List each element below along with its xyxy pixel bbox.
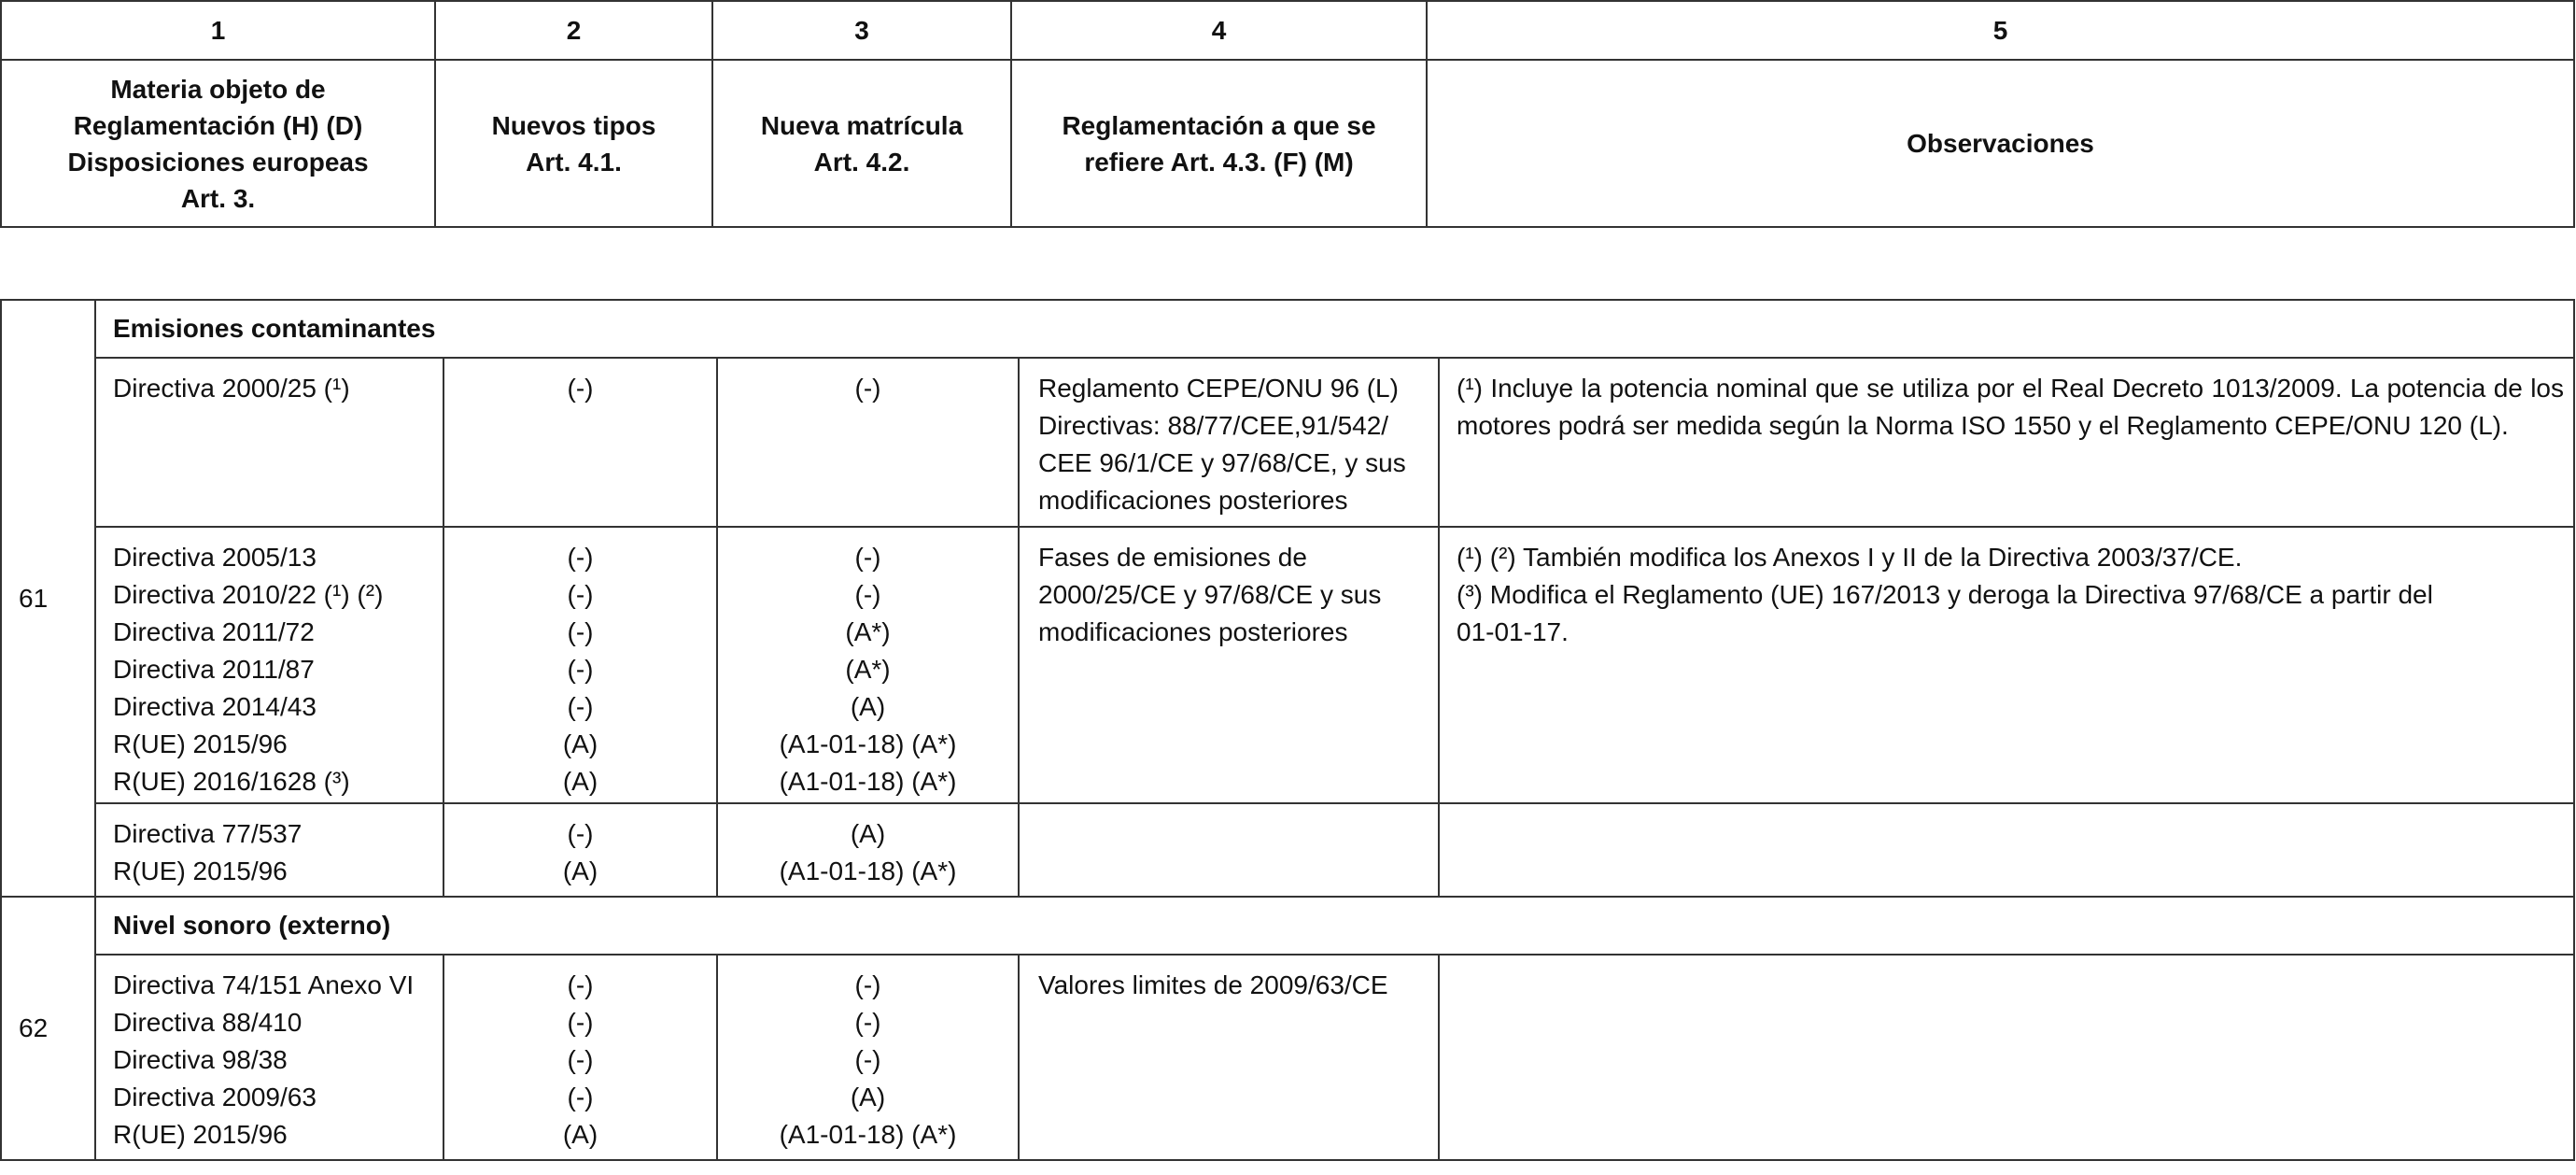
- status-value: (A*): [845, 655, 891, 684]
- status-value: (-): [567, 970, 594, 999]
- observation: (³) Modifica el Reglamento (UE) 167/2013 y deroga la Directiva 97/68/CE a partir del 01-01-17.: [1457, 580, 2433, 646]
- status-value: (-): [567, 819, 594, 848]
- observations-cell: [1439, 803, 2574, 897]
- directive: Directiva 74/151 Anexo VI: [113, 970, 415, 999]
- status-value: (-): [567, 1008, 594, 1037]
- status-value: (A): [562, 729, 598, 758]
- column-header-row: [1, 60, 2574, 227]
- reference-line: Directivas: 88/77/CEE,91/542/: [1038, 411, 1389, 440]
- reference-cell: [1019, 527, 1439, 803]
- new-registration-cell: [717, 803, 1019, 897]
- header-new-registration: [712, 60, 1011, 227]
- column-number: 1: [1, 1, 435, 60]
- header-reference: [1011, 60, 1427, 227]
- directive: Directiva 2005/13: [113, 543, 317, 572]
- directives-cell: [95, 358, 443, 527]
- header-line: Art. 4.1.: [526, 147, 622, 177]
- column-number: 2: [435, 1, 712, 60]
- status-value: (-): [854, 374, 881, 403]
- directive: Directiva 2010/22 (¹) (²): [113, 580, 384, 609]
- status-value: (-): [567, 374, 594, 403]
- header-line: Disposiciones europeas: [67, 147, 369, 177]
- directive: R(UE) 2015/96: [113, 729, 288, 758]
- table-row: [1, 358, 2574, 527]
- new-types-cell: [443, 803, 717, 897]
- section-header-61: [1, 300, 2574, 358]
- status-value: (-): [567, 617, 594, 646]
- column-number: 5: [1427, 1, 2574, 60]
- observations-cell: [1439, 955, 2574, 1160]
- reference-line: Fases de emisiones de: [1038, 543, 1307, 572]
- observations-cell: [1439, 527, 2574, 803]
- status-value: (A1-01-18) (A*): [779, 856, 957, 885]
- status-value: (-): [854, 1008, 881, 1037]
- status-value: (-): [854, 543, 881, 572]
- header-table: [0, 0, 2575, 228]
- status-value: (-): [567, 692, 594, 721]
- reference-line: modificaciones posteriores: [1038, 486, 1348, 515]
- directive: Directiva 2011/72: [113, 617, 315, 646]
- status-value: (A): [562, 856, 598, 885]
- new-registration-cell: [717, 527, 1019, 803]
- new-types-cell: [443, 527, 717, 803]
- column-number-row: [1, 1, 2574, 60]
- status-value: (-): [567, 543, 594, 572]
- section-number: 62: [1, 897, 95, 1160]
- directive: R(UE) 2015/96: [113, 1120, 288, 1149]
- directive: Directiva 2009/63: [113, 1083, 317, 1111]
- column-number: 4: [1011, 1, 1427, 60]
- header-line: Nueva matrícula: [760, 110, 964, 140]
- directives-cell: [95, 527, 443, 803]
- status-value: (-): [567, 655, 594, 684]
- status-value: (A): [562, 1120, 598, 1149]
- header-observations: Observaciones: [1427, 60, 2574, 227]
- status-value: (-): [854, 970, 881, 999]
- status-value: (-): [567, 1083, 594, 1111]
- observation: (¹) Incluye la potencia nominal que se utiliza por el Real Decreto 1013/2009. La potencia de los motores podrá ser medida según la Norma ISO 1550 y el Reglamento CEPE/ONU 120 (L).: [1457, 374, 2564, 440]
- status-value: (-): [854, 1045, 881, 1074]
- observation: (¹) (²) También modifica los Anexos I y II de la Directiva 2003/37/CE.: [1457, 543, 2243, 572]
- new-registration-cell: [717, 955, 1019, 1160]
- header-line: Reglamentación a que se: [1062, 110, 1376, 140]
- status-value: (A): [850, 1083, 886, 1111]
- reference-cell: [1019, 358, 1439, 527]
- table-row: [1, 803, 2574, 897]
- reference-line: 2000/25/CE y 97/68/CE y sus: [1038, 580, 1382, 609]
- section-title: Nivel sonoro (externo): [95, 897, 2574, 955]
- new-types-cell: [443, 358, 717, 527]
- reference-cell: [1019, 803, 1439, 897]
- directive: Directiva 2014/43: [113, 692, 317, 721]
- directive: Directiva 2000/25 (¹): [113, 374, 350, 403]
- reference-line: Reglamento CEPE/ONU 96 (L): [1038, 374, 1399, 403]
- status-value: (A): [562, 767, 598, 796]
- directive: Directiva 88/410: [113, 1008, 303, 1037]
- directive: Directiva 2011/87: [113, 655, 315, 684]
- header-subject: [1, 60, 435, 227]
- directive: Directiva 77/537: [113, 819, 303, 848]
- header-line: Nuevos tipos: [491, 110, 656, 140]
- directives-cell: [95, 955, 443, 1160]
- column-number: 3: [712, 1, 1011, 60]
- reference-line: Valores limites de 2009/63/CE: [1038, 970, 1388, 999]
- section-header-62: [1, 897, 2574, 955]
- header-new-types: [435, 60, 712, 227]
- status-value: (A1-01-18) (A*): [779, 1120, 957, 1149]
- directive: R(UE) 2015/96: [113, 856, 288, 885]
- table-row: [1, 527, 2574, 803]
- directive: Directiva 98/38: [113, 1045, 288, 1074]
- status-value: (-): [567, 580, 594, 609]
- new-registration-cell: [717, 358, 1019, 527]
- header-line: Reglamentación (H) (D): [73, 110, 363, 140]
- header-line: Art. 3.: [180, 183, 256, 213]
- reference-cell: [1019, 955, 1439, 1160]
- regulation-table: [0, 299, 2575, 1161]
- header-line: Materia objeto de: [110, 74, 326, 104]
- table-row: [1, 955, 2574, 1160]
- status-value: (-): [854, 580, 881, 609]
- status-value: (A): [850, 692, 886, 721]
- directives-cell: [95, 803, 443, 897]
- status-value: (A1-01-18) (A*): [779, 729, 957, 758]
- status-value: (A1-01-18) (A*): [779, 767, 957, 796]
- observations-cell: [1439, 358, 2574, 527]
- reference-line: CEE 96/1/CE y 97/68/CE, y sus: [1038, 448, 1406, 477]
- status-value: (-): [567, 1045, 594, 1074]
- header-line: refiere Art. 4.3. (F) (M): [1084, 147, 1354, 177]
- reference-line: modificaciones posteriores: [1038, 617, 1348, 646]
- section-number: 61: [1, 300, 95, 897]
- header-line: Art. 4.2.: [813, 147, 910, 177]
- directive: R(UE) 2016/1628 (³): [113, 767, 350, 796]
- status-value: (A*): [845, 617, 891, 646]
- status-value: (A): [850, 819, 886, 848]
- section-title: Emisiones contaminantes: [95, 300, 2574, 358]
- new-types-cell: [443, 955, 717, 1160]
